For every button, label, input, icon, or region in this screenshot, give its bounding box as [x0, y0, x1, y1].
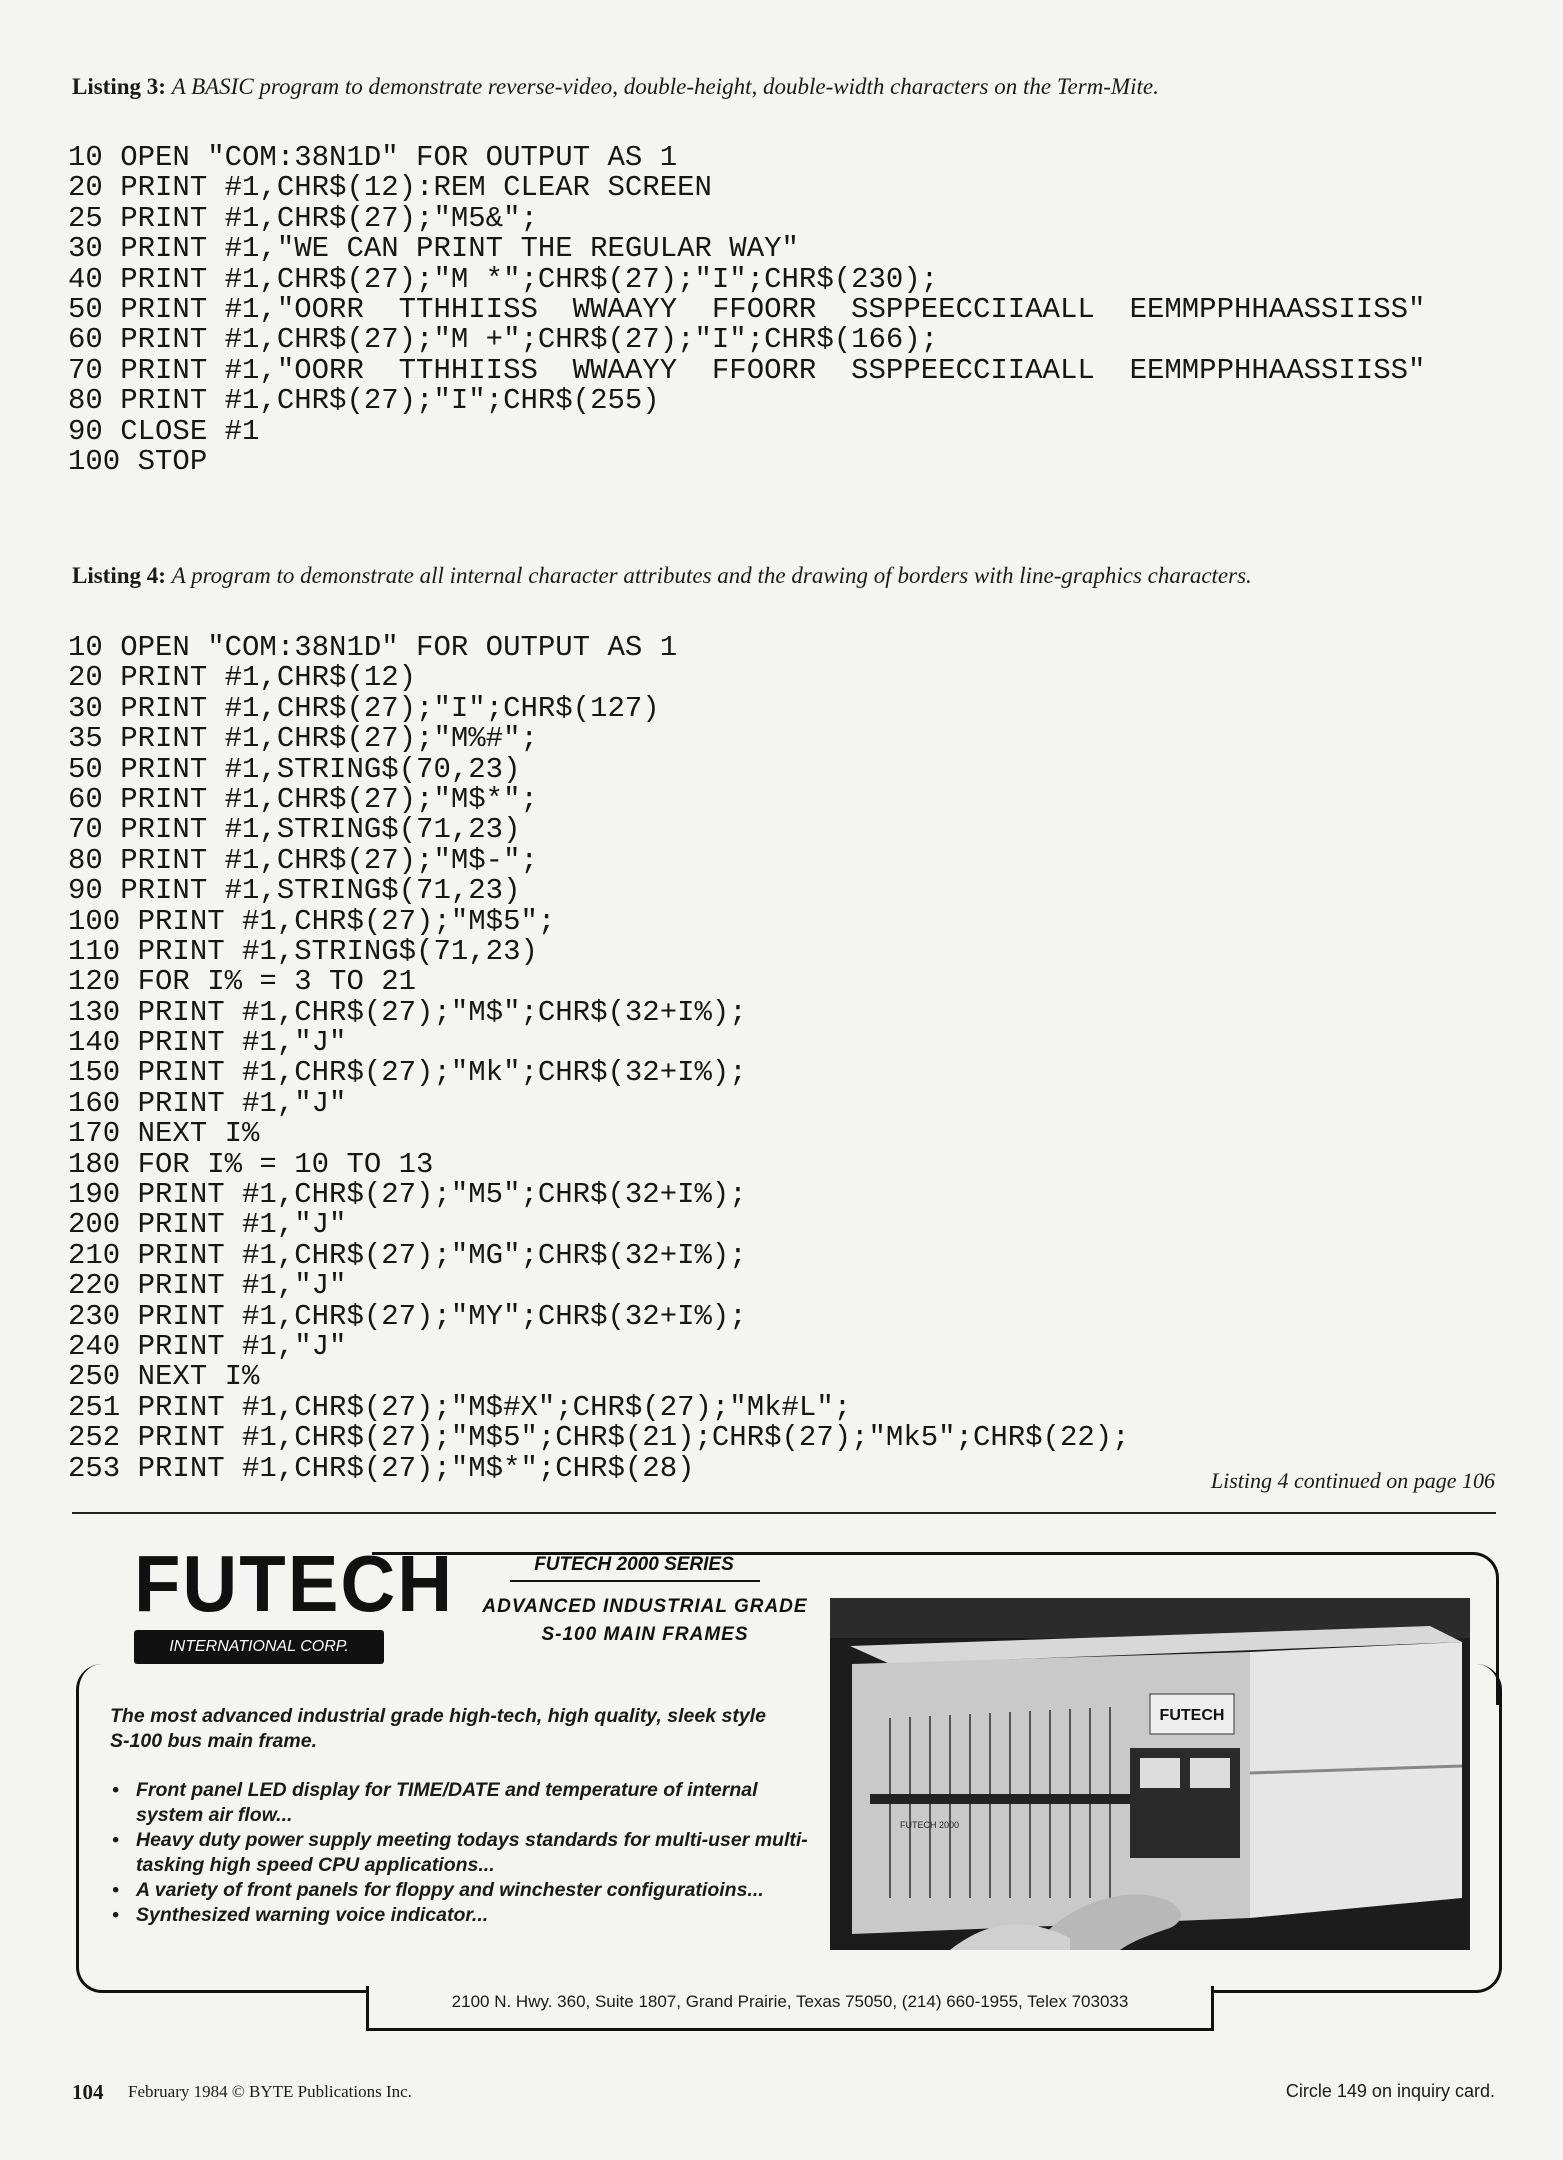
code-line: 10 OPEN "COM:38N1D" FOR OUTPUT AS 1 [68, 631, 678, 664]
photo-sublabel: FUTECH 2000 [900, 1820, 960, 1830]
code-line: 35 PRINT #1,CHR$(27);"M%#"; [68, 722, 538, 756]
code-line: 100 PRINT #1,CHR$(27);"M$5"; [68, 904, 556, 938]
code-line: 252 PRINT #1,CHR$(27);"M$5";CHR$(21);CHR$(27);"Mk5";CHR$(22); [68, 1421, 1130, 1455]
code-line: 10 OPEN "COM:38N1D" FOR OUTPUT AS 1 [68, 141, 678, 174]
code-line: 240 PRINT #1,"J" [68, 1329, 347, 1363]
code-line: 150 PRINT #1,CHR$(27);"Mk";CHR$(32+I%); [68, 1056, 747, 1090]
listing-4-code [68, 633, 1130, 1484]
ad-feature-text: Heavy duty power supply meeting todays standards for multi-user multi-tasking high speed CPU applications... [136, 1829, 808, 1876]
code-line: 160 PRINT #1,"J" [68, 1086, 347, 1120]
code-line: 140 PRINT #1,"J" [68, 1026, 347, 1060]
listing-continued-note: Listing 4 continued on page 106 [1210, 1468, 1495, 1493]
inquiry-card-note: Circle 149 on inquiry card. [1285, 2081, 1495, 2101]
code-line: 200 PRINT #1,"J" [68, 1208, 347, 1242]
ad-series-title: FUTECH 2000 SERIES [534, 1554, 734, 1575]
code-line: 80 PRINT #1,CHR$(27);"I";CHR$(255) [68, 384, 660, 418]
code-line: 70 PRINT #1,"OORR TTHHIISS WWAAYY FFOORR SSPPEECCIIAALL EEMMPPHHAASSIISS" [68, 353, 1426, 387]
code-line: 220 PRINT #1,"J" [68, 1269, 347, 1303]
futech-logo-subtitle: INTERNATIONAL CORP. [134, 1630, 384, 1664]
ad-series-underline [510, 1580, 760, 1582]
code-line: 80 PRINT #1,CHR$(27);"M$-"; [68, 843, 538, 877]
code-line: 130 PRINT #1,CHR$(27);"M$";CHR$(32+I%); [68, 995, 747, 1029]
code-line: 100 STOP [68, 444, 208, 478]
code-line: 20 PRINT #1,CHR$(12) [68, 661, 417, 695]
listing-3-caption-text: A BASIC program to demonstrate reverse-video, double-height, double-width characters on the Term-Mite. [171, 74, 1159, 99]
listing-3-caption [72, 72, 1492, 102]
futech-logo: FUTECH [134, 1539, 455, 1630]
code-line: 230 PRINT #1,CHR$(27);"MY";CHR$(32+I%); [68, 1299, 747, 1333]
code-line: 60 PRINT #1,CHR$(27);"M +";CHR$(27);"I";CHR$(166); [68, 323, 939, 357]
code-line: 90 PRINT #1,STRING$(71,23) [68, 874, 521, 908]
code-line: 120 FOR I% = 3 TO 21 [68, 965, 417, 999]
code-line: 190 PRINT #1,CHR$(27);"M5";CHR$(32+I%); [68, 1178, 747, 1212]
listing-4-caption-text: A program to demonstrate all internal character attributes and the drawing of borders with line-graphics characters. [171, 563, 1252, 588]
code-line: 60 PRINT #1,CHR$(27);"M$*"; [68, 782, 538, 816]
listing-3-code [68, 143, 1425, 477]
ad-feature-item: • Front panel LED display for TIME/DATE and temperature of internal system air flow... [112, 1779, 758, 1826]
code-line: 253 PRINT #1,CHR$(27);"M$*";CHR$(28) [68, 1451, 695, 1485]
listing-4-label: Listing 4: [72, 563, 166, 588]
code-line: 170 NEXT I% [68, 1117, 260, 1151]
mainframe-photo [830, 1598, 1470, 1950]
ad-headline-1: ADVANCED INDUSTRIAL GRADE [482, 1596, 808, 1617]
ad-feature-text: Front panel LED display for TIME/DATE and temperature of internal system air flow... [136, 1779, 758, 1826]
page-number: 104 [72, 2080, 104, 2104]
code-line: 25 PRINT #1,CHR$(27);"M5&"; [68, 201, 538, 235]
ad-feature-list [110, 1778, 810, 1928]
ad-intro: The most advanced industrial grade high-tech, high quality, sleek style S-100 bus main frame. [110, 1705, 766, 1752]
photo-label: FUTECH [1159, 1707, 1225, 1724]
code-line: 180 FOR I% = 10 TO 13 [68, 1147, 434, 1181]
code-line: 70 PRINT #1,STRING$(71,23) [68, 813, 521, 847]
code-line: 30 PRINT #1,CHR$(27);"I";CHR$(127) [68, 691, 660, 725]
publication-date-line: February 1984 © BYTE Publications Inc. [128, 2082, 412, 2101]
ad-feature-item: • A variety of front panels for floppy and winchester configuratioins... [112, 1879, 764, 1901]
code-line: 90 CLOSE #1 [68, 414, 260, 448]
ad-address: 2100 N. Hwy. 360, Suite 1807, Grand Prairie, Texas 75050, (214) 660-1955, Telex 703033 [451, 1992, 1129, 2011]
ad-feature-item: • Synthesized warning voice indicator... [112, 1904, 489, 1926]
code-line: 110 PRINT #1,STRING$(71,23) [68, 934, 538, 968]
listing-3-label: Listing 3: [72, 74, 166, 99]
ad-feature-item: • Heavy duty power supply meeting todays standards for multi-user multi-tasking high speed CPU applications... [112, 1829, 808, 1876]
ad-feature-text: Synthesized warning voice indicator... [136, 1904, 489, 1926]
code-line: 30 PRINT #1,"WE CAN PRINT THE REGULAR WAY" [68, 232, 799, 266]
code-line: 40 PRINT #1,CHR$(27);"M *";CHR$(27);"I";CHR$(230); [68, 262, 939, 296]
code-line: 20 PRINT #1,CHR$(12):REM CLEAR SCREEN [68, 171, 712, 205]
code-line: 210 PRINT #1,CHR$(27);"MG";CHR$(32+I%); [68, 1238, 747, 1272]
listing-4-caption [72, 561, 1492, 591]
code-line: 50 PRINT #1,"OORR TTHHIISS WWAAYY FFOORR SSPPEECCIIAALL EEMMPPHHAASSIISS" [68, 292, 1426, 326]
ad-feature-text: A variety of front panels for floppy and winchester configuratioins... [136, 1879, 764, 1901]
code-line: 50 PRINT #1,STRING$(70,23) [68, 752, 521, 786]
code-line: 251 PRINT #1,CHR$(27);"M$#X";CHR$(27);"Mk#L"; [68, 1390, 852, 1424]
code-line: 250 NEXT I% [68, 1360, 260, 1394]
section-divider [72, 1512, 1496, 1514]
ad-headline-2: S-100 MAIN FRAMES [541, 1624, 749, 1645]
